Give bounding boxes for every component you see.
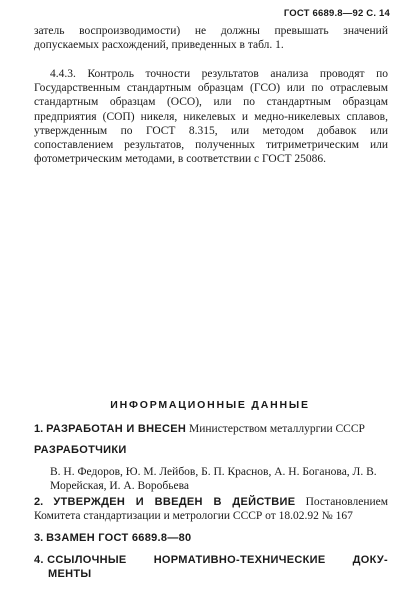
info-item-1 xyxy=(34,422,388,436)
paragraph-4-4-3: 4.4.3. Контроль точности результатов анализа проводят по Государственным стандартным образцам (ГСО) или по отраслевым стандартным образцам (ОСО), или по стандартным образцам предприятия (СОП) никеля, никелевых и медно-никелевых сплавов, утвержденным по ГОСТ 8.315, или методом добавок или сопоставлением результатов, полученных титриметрическим или фотометрическим методами, в соответствии с ГОСТ 25086. xyxy=(34,68,388,166)
info-item-2 xyxy=(34,495,388,523)
running-head: ГОСТ 6689.8—92 С. 14 xyxy=(283,8,390,19)
item-heading-start xyxy=(34,553,127,567)
item-heading: РАЗРАБОТАН И ВНЕСЕН xyxy=(46,423,187,435)
item-heading-word-2: НОРМАТИВНО-ТЕХНИЧЕСКИЕ xyxy=(153,554,326,566)
item-heading: УТВЕРЖДЕН И ВВЕДЕН В ДЕЙСТВИЕ xyxy=(53,496,296,508)
item-heading: ВЗАМЕН ГОСТ 6689.8—80 xyxy=(46,532,192,544)
item-text: Постановлением Комитета стандартизации и метрологии СССР от 18.02.92 № 167 xyxy=(34,496,389,523)
item-heading-word-1: ССЫЛОЧНЫЕ xyxy=(47,554,127,566)
developers-list: В. Н. Федоров, Ю. М. Лейбов, Б. П. Краснов, А. Н. Боганова, Л. В. Морейская, И. А. Воробьева xyxy=(50,466,377,493)
item-heading-word-3: ДОКУ- xyxy=(352,554,388,566)
item-number: 1. xyxy=(34,423,44,435)
info-section-title: ИНФОРМАЦИОННЫЕ ДАННЫЕ xyxy=(110,399,310,411)
item-heading-line xyxy=(34,553,388,567)
info-item-3 xyxy=(34,531,388,545)
item-number: 4. xyxy=(34,554,44,566)
paragraph-continuation: затель воспроизводимости) не должны превышать значений допускаемых расхождений, приведенных в табл. 1. xyxy=(34,25,388,52)
developers-title: РАЗРАБОТЧИКИ xyxy=(34,444,127,456)
item-number: 3. xyxy=(34,532,44,544)
item-heading-continuation: МЕНТЫ xyxy=(48,568,92,581)
item-text: Министерством металлургии СССР xyxy=(189,423,365,435)
item-number: 2. xyxy=(34,496,44,508)
info-item-4 xyxy=(34,553,388,581)
